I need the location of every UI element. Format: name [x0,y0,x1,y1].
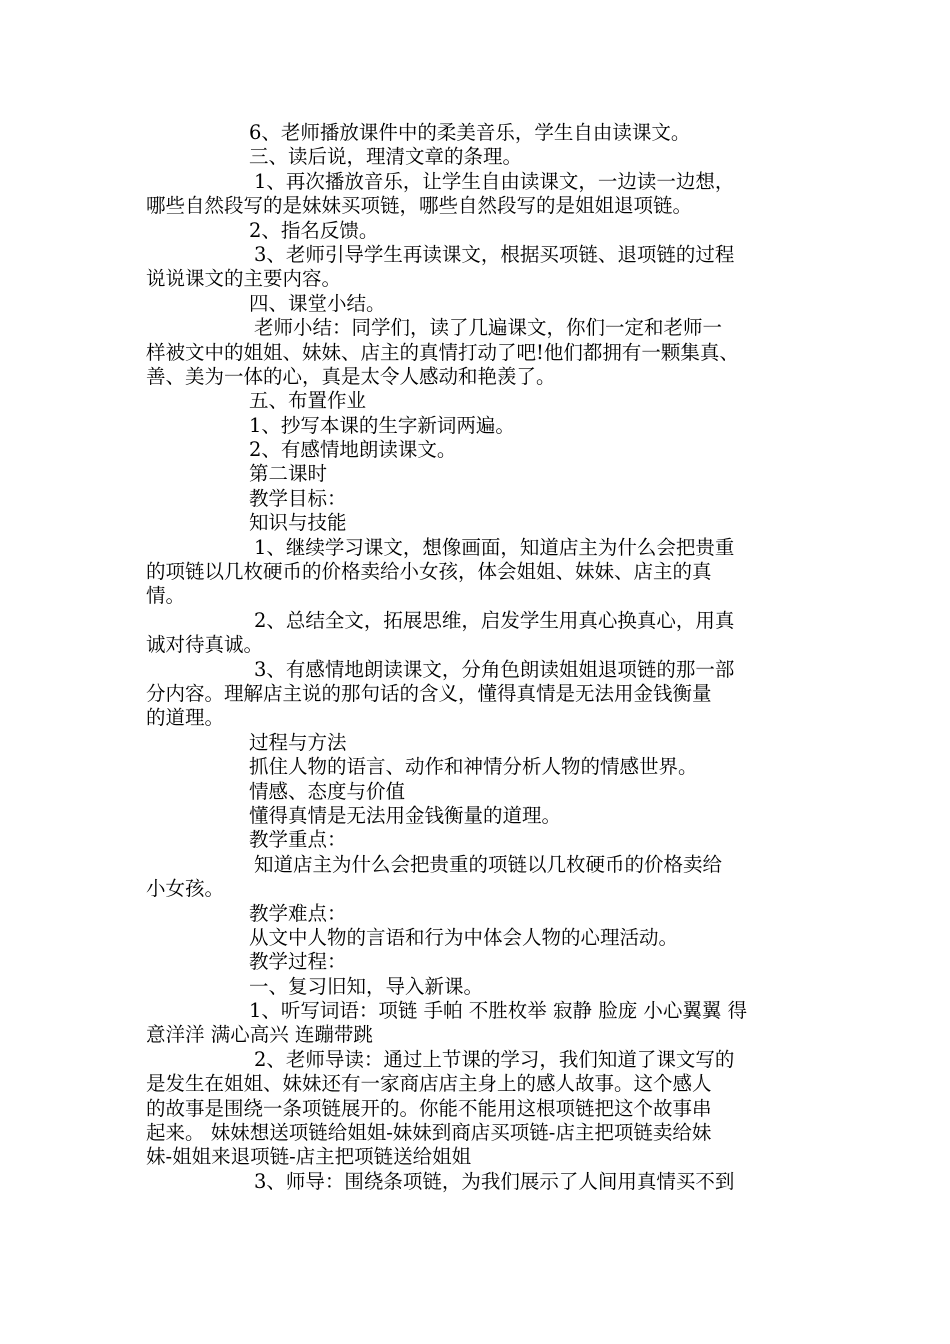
text-line: 善、美为一体的心，真是太令人感动和艳羡了。 [146,364,556,388]
text-line: 1、抄写本课的生字新词两遍。 [249,413,515,437]
text-line: 样被文中的姐姐、妹妹、店主的真情打动了吧!他们都拥有一颗集真、 [146,340,739,364]
text-line: 的故事是围绕一条项链展开的。你能不能用这根项链把这个故事串 [146,1096,712,1120]
document-body [146,121,810,1194]
text-line: 6、老师播放课件中的柔美音乐，学生自由读课文。 [249,121,691,144]
section-heading: 教学目标： [249,486,347,510]
text-line: 1、再次播放音乐，让学生自由读课文，一边读一边想， [254,169,735,193]
text-line: 老师小结：同学们，读了几遍课文，你们一定和老师一 [254,316,723,340]
section-heading: 一、复习旧知，导入新课。 [249,974,484,998]
section-heading: 教学难点： [249,901,347,925]
text-line: 2、有感情地朗读课文。 [249,438,457,462]
section-heading: 教学过程： [249,950,347,974]
section-heading: 知识与技能 [249,511,347,535]
text-line: 1、继续学习课文，想像画面，知道店主为什么会把贵重 [254,535,735,559]
text-line: 懂得真情是无法用金钱衡量的道理。 [249,803,562,827]
text-line: 2、总结全文，拓展思维，启发学生用真心换真心，用真 [254,608,735,632]
section-heading: 四、课堂小结。 [249,291,386,315]
text-line: 诚对待真诚。 [146,633,264,657]
text-line: 的道理。 [146,706,225,730]
section-heading: 第二课时 [249,462,328,486]
text-line: 1、听写词语：项链 手帕 不胜枚举 寂静 脸庞 小心翼翼 得 [249,999,748,1023]
text-line: 意洋洋 满心高兴 连蹦带跳 [146,1023,373,1047]
section-heading: 情感、态度与价值 [249,779,406,803]
section-heading: 三、读后说，理清文章的条理。 [249,145,523,169]
section-heading: 五、布置作业 [249,389,367,413]
text-line: 2、老师导读：通过上节课的学习，我们知道了课文写的 [254,1047,735,1071]
text-line: 情。 [146,584,186,608]
section-heading: 过程与方法 [249,730,347,754]
text-line: 3、师导：围绕条项链，为我们展示了人间用真情买不到 [254,1169,735,1193]
section-heading: 教学重点： [249,828,347,852]
text-line: 2、指名反馈。 [249,218,379,242]
text-line: 分内容。理解店主说的那句话的含义，懂得真情是无法用金钱衡量 [146,681,712,705]
text-line: 哪些自然段写的是妹妹买项链，哪些自然段写的是姐姐退项链。 [146,194,693,218]
text-line: 3、老师引导学生再读课文，根据买项链、退项链的过程 [254,242,735,266]
text-line: 3、有感情地朗读课文，分角色朗读姐姐退项链的那一部 [254,657,735,681]
text-line: 是发生在姐姐、妹妹还有一家商店店主身上的感人故事。这个感人 [146,1072,712,1096]
text-line: 妹-姐姐来退项链-店主把项链送给姐姐 [146,1145,472,1169]
text-line: 知道店主为什么会把贵重的项链以几枚硬币的价格卖给 [254,852,723,876]
text-line: 说说课文的主要内容。 [146,267,342,291]
text-line: 从文中人物的言语和行为中体会人物的心理活动。 [249,925,679,949]
text-line: 抓住人物的语言、动作和神情分析人物的情感世界。 [249,755,698,779]
text-line: 起来。 妹妹想送项链给姐姐-妹妹到商店买项链-店主把项链卖给妹 [146,1121,712,1145]
text-line: 小女孩。 [146,877,225,901]
text-line: 的项链以几枚硬币的价格卖给小女孩，体会姐姐、妹妹、店主的真 [146,560,712,584]
